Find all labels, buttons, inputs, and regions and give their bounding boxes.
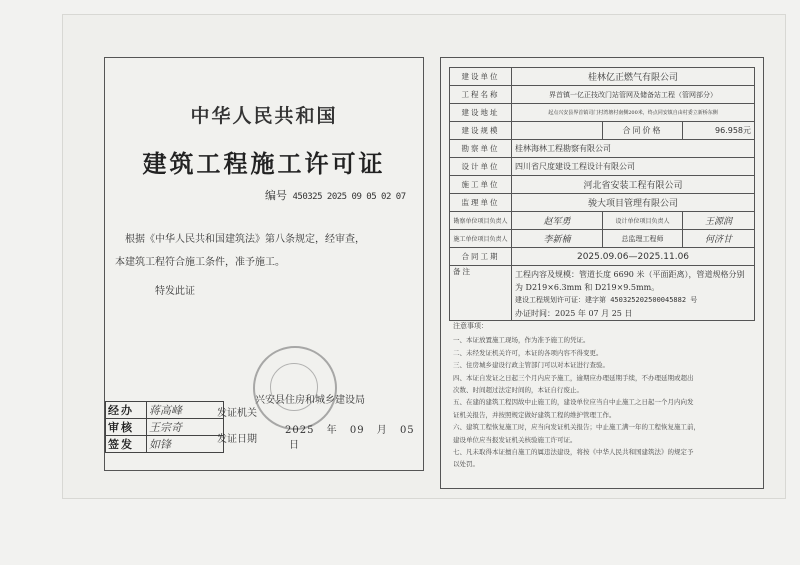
field-label: 建设单位 xyxy=(450,68,512,86)
special-issue-text: 特发此证 xyxy=(155,286,195,297)
notice-item: 二、未经发证机关许可，本证的各项内容不得变更。 xyxy=(453,348,603,357)
issue-date xyxy=(285,421,423,451)
notice-item: 次数、时间超过法定时间的，本证自行废止。 xyxy=(453,386,583,395)
signature: 蒋高峰 xyxy=(147,402,224,419)
notice-item: 七、凡未取得本证擅自施工的属违法建设，将按《中华人民共和国建筑法》的规定予 xyxy=(453,448,694,457)
field-value: 起点兴安县界首镇司门村湾塘村南侧200米，终点同安镇自由村委立新桥东侧 xyxy=(512,104,755,122)
notice-item: 证机关报告，并按照规定做好建筑工程的维护管理工作。 xyxy=(453,410,616,419)
sign-label: 审核 xyxy=(106,419,147,436)
permit-number-value: 450325 2025 09 05 02 07 xyxy=(292,192,406,202)
permit-details-panel xyxy=(440,57,764,489)
field-value: 王源润 xyxy=(682,212,754,230)
issue-day: 05 xyxy=(399,425,415,436)
month-char: 月 xyxy=(376,425,388,436)
notice-item: 五、在建的建筑工程因故中止施工的，建设单位应当自中止施工之日起一个月内向发 xyxy=(453,398,694,407)
notice-section xyxy=(453,320,753,471)
table-row xyxy=(450,68,755,86)
official-seal xyxy=(253,346,337,430)
contract-price: 96.958元 xyxy=(682,122,754,140)
sign-label: 签发 xyxy=(106,436,147,453)
permit-title: 建筑工程施工许可证 xyxy=(142,150,386,178)
field-value: 何济甘 xyxy=(682,230,754,248)
issue-year: 2025 xyxy=(285,425,315,436)
remark-line: 为 D219×6.3mm 和 D219×9.5mm。 xyxy=(515,283,660,292)
table-row xyxy=(450,248,755,266)
field-label: 设计单位 xyxy=(450,158,512,176)
field-label: 合同工期 xyxy=(450,248,512,266)
field-label: 备注 xyxy=(450,266,512,321)
notice-item: 一、本证放置施工现场，作为准予施工的凭证。 xyxy=(453,336,590,345)
field-value xyxy=(512,122,603,140)
signature: 王宗奇 xyxy=(147,419,224,436)
year-char: 年 xyxy=(326,425,338,436)
signature: 如锋 xyxy=(147,436,224,453)
table-row xyxy=(450,194,755,212)
remark-line: 办证时间：2025 年 07 月 25 日 xyxy=(515,309,633,318)
permit-number-label: 编号 xyxy=(265,189,287,202)
body-line-2: 本建筑工程符合施工条件，准予施工。 xyxy=(115,257,285,268)
field-label: 监理单位 xyxy=(450,194,512,212)
contract-period: 2025.09.06—2025.11.06 xyxy=(512,248,755,266)
permit-number xyxy=(265,187,406,203)
sign-row xyxy=(106,402,224,419)
field-label: 总监理工程师 xyxy=(602,230,682,248)
remark-line: 建设工程规划许可证：建字第 450325202500045882 号 xyxy=(515,296,698,304)
permit-cover-panel xyxy=(104,57,424,471)
day-char: 日 xyxy=(289,440,300,451)
notice-item: 六、建筑工程恢复施工时，应当向发证机关报告；中止施工满一年的工程恢复施工前， xyxy=(453,423,700,432)
table-row xyxy=(450,230,755,248)
table-row xyxy=(450,104,755,122)
table-row xyxy=(450,176,755,194)
field-label: 工程名称 xyxy=(450,86,512,104)
issue-date-label: 发证日期 xyxy=(217,434,257,445)
project-info-table xyxy=(449,67,755,321)
table-row xyxy=(450,140,755,158)
issuing-authority: 兴安县住房和城乡建设局 xyxy=(255,395,365,406)
field-label: 设计单位项目负责人 xyxy=(602,212,682,230)
country-heading: 中华人民共和国 xyxy=(190,105,338,127)
notice-item: 建设单位应当报发证机关核验施工许可证。 xyxy=(453,435,577,444)
body-line-1: 根据《中华人民共和国建筑法》第八条规定，经审查， xyxy=(125,234,365,245)
notice-item: 以处罚。 xyxy=(453,460,479,469)
table-row xyxy=(450,158,755,176)
field-label: 施工单位 xyxy=(450,176,512,194)
field-label: 合同价格 xyxy=(602,122,682,140)
remark-line: 工程内容及规模：管道长度 6690 米（平面距离），管道规格分别 xyxy=(515,270,745,279)
field-value: 赵军勇 xyxy=(512,212,603,230)
table-row xyxy=(450,86,755,104)
remarks xyxy=(512,266,755,321)
field-value: 桂林亿正燃气有限公司 xyxy=(512,68,755,86)
field-value: 四川省尺度建设工程设计有限公司 xyxy=(512,158,755,176)
field-value: 河北省安装工程有限公司 xyxy=(512,176,755,194)
notice-item: 三、住房城乡建设行政主管部门可以对本证进行查验。 xyxy=(453,361,609,370)
field-value: 李新楠 xyxy=(512,230,603,248)
table-row xyxy=(450,122,755,140)
sign-row xyxy=(106,436,224,453)
notice-item: 四、本证自发证之日起三个月内应予施工，逾期应办理延期手续，不办理延期或超出 xyxy=(453,373,694,382)
field-label: 建设地址 xyxy=(450,104,512,122)
field-value: 桂林海林工程勘察有限公司 xyxy=(512,140,755,158)
table-row xyxy=(450,212,755,230)
issue-month: 09 xyxy=(349,425,365,436)
issuer-label: 发证机关 xyxy=(217,408,257,419)
signature-table xyxy=(105,401,224,453)
field-label: 建设规模 xyxy=(450,122,512,140)
sign-label: 经办 xyxy=(106,402,147,419)
field-label: 勘察单位 xyxy=(450,140,512,158)
field-value: 界首镇一亿正技改门站管网及储备站工程（管网部分） xyxy=(512,86,755,104)
sign-row xyxy=(106,419,224,436)
permit-body-text xyxy=(115,228,415,274)
notice-title: 注意事项： xyxy=(453,322,488,330)
field-label: 勘察单位项目负责人 xyxy=(450,212,512,230)
field-value: 骏大项目管理有限公司 xyxy=(512,194,755,212)
table-row xyxy=(450,266,755,321)
field-label: 施工单位项目负责人 xyxy=(450,230,512,248)
